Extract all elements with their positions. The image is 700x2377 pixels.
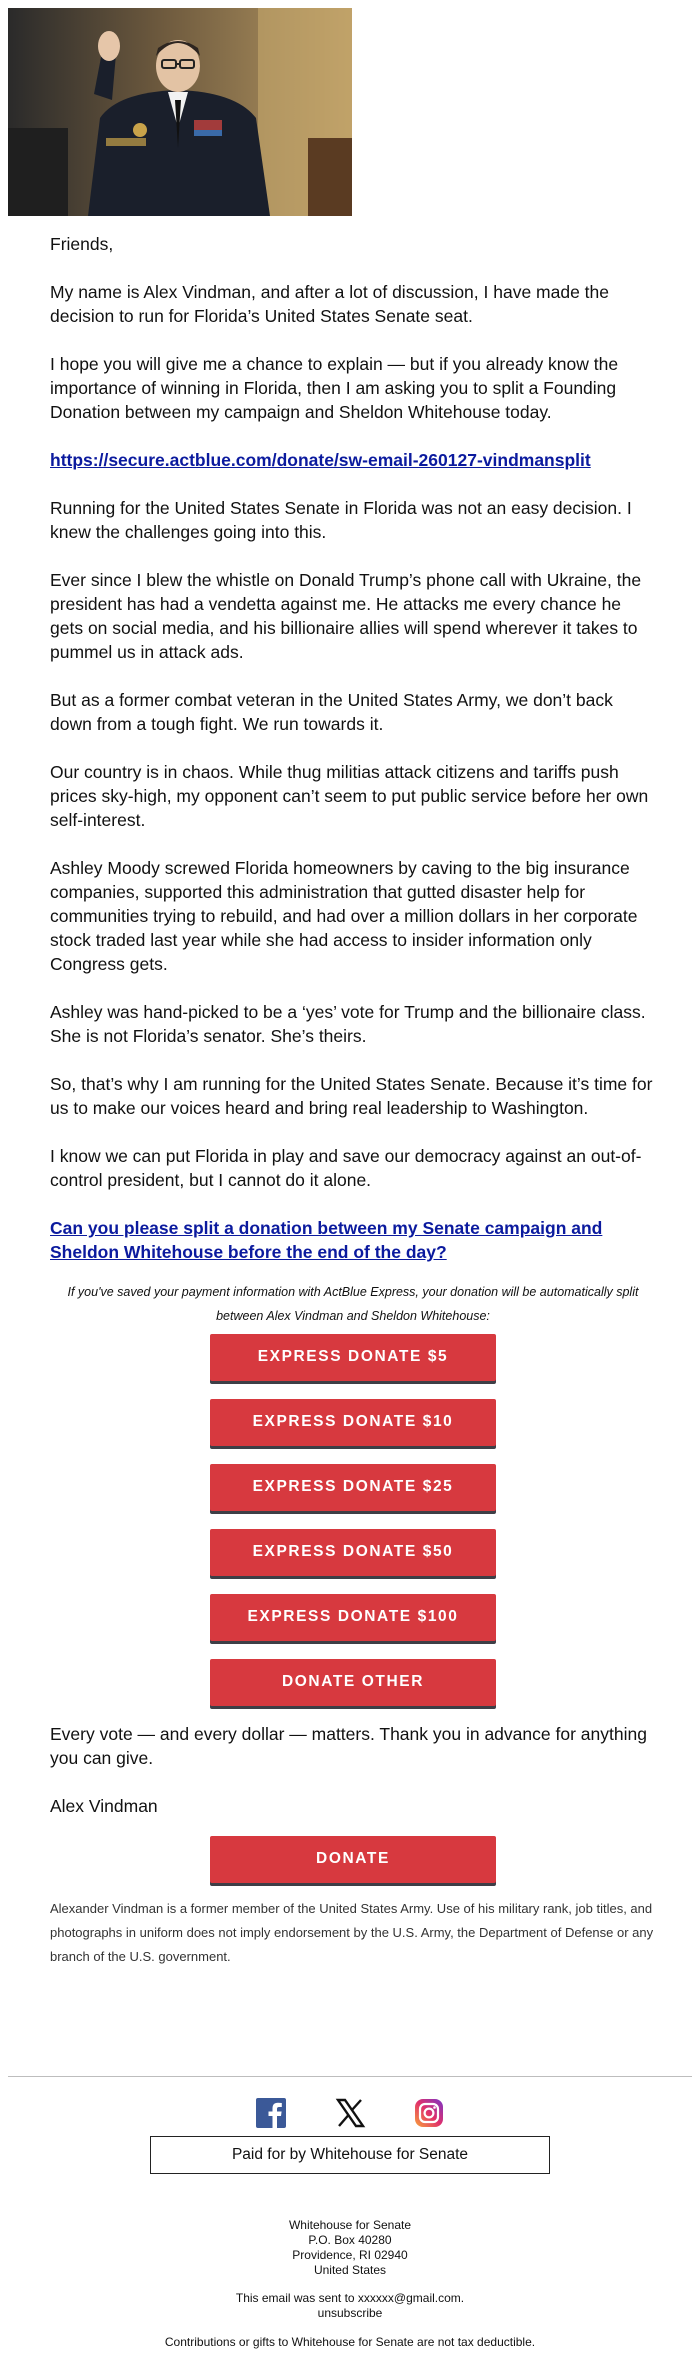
x-icon[interactable] <box>332 2095 368 2131</box>
paragraph-9: So, that’s why I am running for the United States Senate. Because it’s time for us to make our voices heard and bring real leadership to Washington. <box>50 1074 653 1118</box>
footer-city: Providence, RI 02940 <box>292 2248 408 2262</box>
donate-link[interactable]: https://secure.actblue.com/donate/sw-email-260127-vindmansplit <box>50 450 591 470</box>
donate-other-button[interactable]: DONATE OTHER <box>210 1659 496 1706</box>
disclaimer: Alexander Vindman is a former member of the United States Army. Use of his military rank, job titles, and photographs in uniform does not imply endorsement by the U.S. Army, the Department of Defense or any branch of the U.S. government. <box>50 1901 654 1964</box>
paragraph-6: Our country is in chaos. While thug militias attack citizens and tariffs push prices sky-high, my opponent can’t seem to put public service before her own self-interest. <box>50 762 649 830</box>
sent-to-text: This email was sent to xxxxxx@gmail.com. <box>235 2291 465 2305</box>
facebook-icon[interactable] <box>253 2095 289 2131</box>
paid-for-box: Paid for by Whitehouse for Senate <box>150 2136 550 2174</box>
paragraph-7: Ashley Moody screwed Florida homeowners by caving to the big insurance companies, supported this administration that gutted disaster help for communities trying to rebuild, and had over a million dollars in her corporate stock traded last year while she had access to insider information only Congress gets. <box>50 858 638 974</box>
split-donation-link[interactable]: Can you please split a donation between my Senate campaign and Sheldon Whitehouse before the end of the day? <box>50 1218 603 1262</box>
express-donate-25-button[interactable]: EXPRESS DONATE $25 <box>210 1464 496 1511</box>
instagram-icon[interactable] <box>411 2095 447 2131</box>
express-donate-10-button[interactable]: EXPRESS DONATE $10 <box>210 1399 496 1446</box>
paragraph-2: I hope you will give me a chance to explain — but if you already know the importance of winning in Florida, then I am asking you to split a Founding Donation between my campaign and Sheldon Whitehouse today. <box>50 354 619 422</box>
greeting: Friends, <box>50 234 114 254</box>
footer-country: United States <box>313 2263 387 2277</box>
donate-button[interactable]: DONATE <box>210 1836 496 1883</box>
paragraph-5: But as a former combat veteran in the United States Army, we don’t back down from a tough fight. We run towards it. <box>50 690 613 734</box>
footer-org: Whitehouse for Senate <box>288 2218 412 2232</box>
unsubscribe-link[interactable]: unsubscribe <box>317 2306 383 2320</box>
hero-photo <box>8 8 352 216</box>
paragraph-4: Ever since I blew the whistle on Donald Trump’s phone call with Ukraine, the president has had a vendetta against me. He attacks me every chance he gets on social media, and his billionaire allies will spend wherever it takes to pummel us in attack ads. <box>50 570 642 662</box>
express-donate-100-button[interactable]: EXPRESS DONATE $100 <box>210 1594 496 1641</box>
tax-note: Contributions or gifts to Whitehouse for Senate are not tax deductible. <box>164 2335 536 2349</box>
footer-po-box: P.O. Box 40280 <box>308 2233 392 2247</box>
paragraph-8: Ashley was hand-picked to be a ‘yes’ vote for Trump and the billionaire class. She is not Florida’s senator. She’s theirs. <box>50 1002 646 1046</box>
express-donate-5-button[interactable]: EXPRESS DONATE $5 <box>210 1334 496 1381</box>
paragraph-1: My name is Alex Vindman, and after a lot of discussion, I have made the decision to run for Florida’s United States Senate seat. <box>50 282 610 326</box>
paragraph-10: I know we can put Florida in play and save our democracy against an out-of-control president, but I cannot do it alone. <box>50 1146 642 1190</box>
footer-divider <box>8 2076 692 2077</box>
closing-paragraph: Every vote — and every dollar — matters. Thank you in advance for anything you can give. <box>50 1724 647 1768</box>
email-body <box>50 232 656 1969</box>
signature: Alex Vindman <box>50 1796 158 1816</box>
express-note: If you've saved your payment information with ActBlue Express, your donation will be automatically split between Alex Vindman and Sheldon Whitehouse: <box>67 1285 639 1323</box>
paragraph-3: Running for the United States Senate in Florida was not an easy decision. I knew the challenges going into this. <box>50 498 632 542</box>
express-donate-50-button[interactable]: EXPRESS DONATE $50 <box>210 1529 496 1576</box>
